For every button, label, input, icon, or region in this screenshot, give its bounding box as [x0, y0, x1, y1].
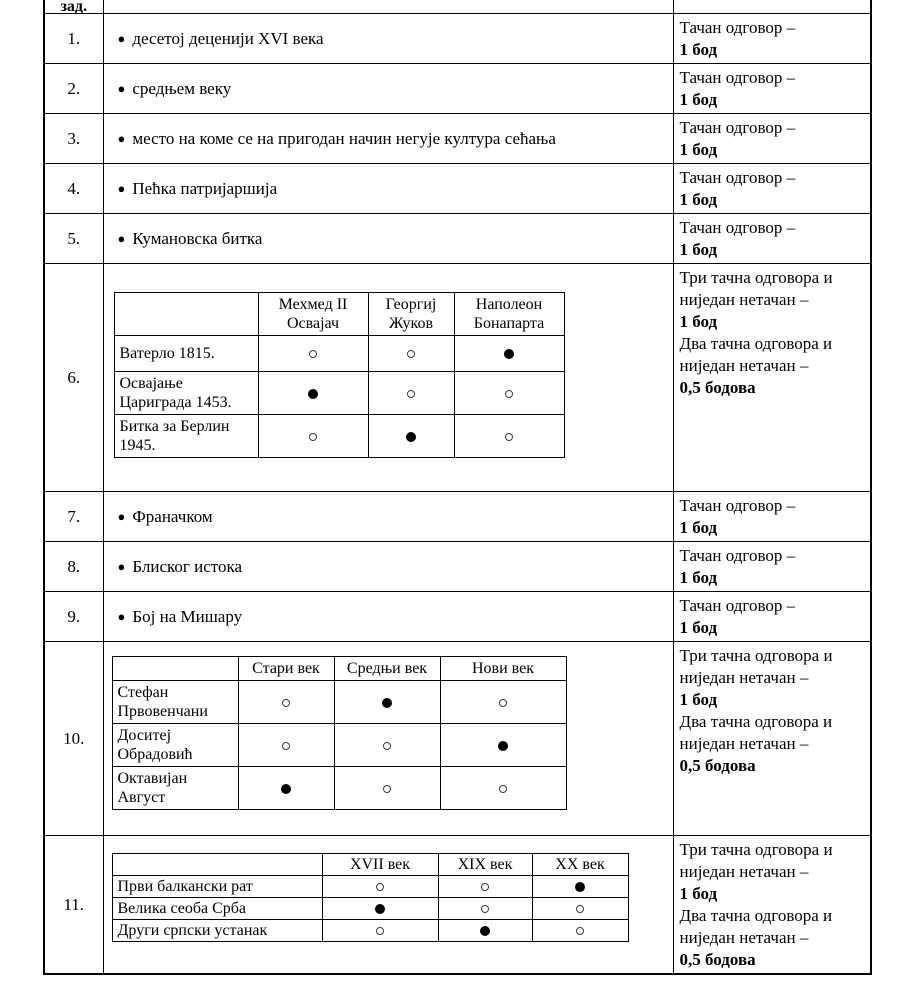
matrix-container	[104, 656, 673, 810]
bullet-icon: ●	[117, 80, 126, 96]
matrix-corner-cell	[112, 657, 238, 681]
matrix-col-header: Мехмед II Освајач	[258, 293, 368, 336]
task-row-3	[44, 114, 871, 164]
task-row-7	[44, 492, 871, 542]
matrix-cell	[438, 920, 532, 942]
matrix-row-label: Други српски устанак	[112, 920, 322, 942]
score-line: Два тачна одговора и ниједан нетачан –	[679, 906, 833, 947]
matrix-cell	[334, 681, 440, 724]
radio-unselected-icon	[481, 883, 489, 891]
points-line: 1 бод	[679, 518, 718, 537]
matrix-row	[114, 372, 564, 415]
points-line: 1 бод	[679, 140, 718, 159]
answer-cell	[103, 264, 673, 492]
matrix-cell	[368, 336, 454, 372]
task-number: 4.	[44, 164, 103, 214]
radio-selected-icon	[382, 698, 392, 708]
matrix-row-label: Велика сеоба Срба	[112, 898, 322, 920]
radio-selected-icon	[406, 432, 416, 442]
answer-cell	[103, 114, 673, 164]
task-column-header-cell	[44, 0, 103, 14]
radio-selected-icon	[575, 882, 585, 892]
matrix-row	[114, 336, 564, 372]
matrix-col-header: XIX век	[438, 854, 532, 876]
task-row-4	[44, 164, 871, 214]
answer-cell	[103, 214, 673, 264]
matrix-row	[112, 876, 628, 898]
radio-unselected-icon	[407, 350, 415, 358]
bullet-icon: ●	[117, 130, 126, 146]
answer-text: Бој на Мишару	[132, 606, 243, 626]
bullet-icon: ●	[117, 558, 126, 574]
score-cell	[673, 14, 871, 64]
task-column-header: зад.	[60, 0, 88, 13]
points-line: 0,5 бодова	[679, 950, 756, 969]
radio-unselected-icon	[309, 433, 317, 441]
matrix-corner-cell	[112, 854, 322, 876]
answer-cell	[103, 836, 673, 975]
matrix-cell	[368, 415, 454, 458]
radio-unselected-icon	[282, 699, 290, 707]
answer-cell	[103, 542, 673, 592]
radio-unselected-icon	[505, 390, 513, 398]
score-line: Два тачна одговора и ниједан нетачан –	[679, 334, 833, 375]
score-cell	[673, 264, 871, 492]
points-line: 1 бод	[679, 618, 718, 637]
score-cell	[673, 164, 871, 214]
matrix-cell	[368, 372, 454, 415]
matrix-cell	[334, 724, 440, 767]
score-line: Тачан одговор –	[679, 596, 796, 615]
points-line: 1 бод	[679, 690, 718, 709]
radio-unselected-icon	[505, 433, 513, 441]
radio-unselected-icon	[376, 883, 384, 891]
matrix-cell	[440, 724, 566, 767]
points-line: 1 бод	[679, 568, 718, 587]
matrix-table	[112, 853, 629, 942]
answer-cell	[103, 164, 673, 214]
matrix-cell	[322, 920, 438, 942]
answer-cell	[103, 64, 673, 114]
score-line: Три тачна одговора и ниједан нетачан –	[679, 268, 833, 309]
matrix-cell	[238, 681, 334, 724]
matrix-cell	[532, 898, 628, 920]
radio-unselected-icon	[282, 742, 290, 750]
radio-selected-icon	[308, 389, 318, 399]
score-cell	[673, 492, 871, 542]
matrix-col-header: Наполеон Бонапарта	[454, 293, 564, 336]
score-cell	[673, 64, 871, 114]
task-row-1	[44, 14, 871, 64]
matrix-cell	[322, 898, 438, 920]
points-line: 0,5 бодова	[679, 756, 756, 775]
answer-text: Кумановска битка	[132, 228, 263, 248]
table-header-row	[44, 0, 871, 14]
matrix-col-header: Средњи век	[334, 657, 440, 681]
points-line: 1 бод	[679, 90, 718, 109]
radio-unselected-icon	[499, 699, 507, 707]
task-number: 2.	[44, 64, 103, 114]
matrix-cell	[238, 724, 334, 767]
matrix-col-header: Стари век	[238, 657, 334, 681]
score-line: Тачан одговор –	[679, 546, 796, 565]
matrix-row	[112, 724, 566, 767]
points-line: 1 бод	[679, 240, 718, 259]
answer-text: Пећка патријаршија	[132, 178, 278, 198]
score-line: Два тачна одговора и ниједан нетачан –	[679, 712, 833, 753]
task-number: 10.	[44, 642, 103, 836]
matrix-container	[104, 853, 673, 942]
matrix-table	[112, 656, 567, 810]
matrix-cell	[258, 336, 368, 372]
score-cell	[673, 214, 871, 264]
answer-cell	[103, 642, 673, 836]
score-cell	[673, 642, 871, 836]
matrix-row-label: Освајање Цариграда 1453.	[114, 372, 258, 415]
radio-unselected-icon	[383, 742, 391, 750]
score-line: Тачан одговор –	[679, 496, 796, 515]
matrix-cell	[440, 681, 566, 724]
task-number: 3.	[44, 114, 103, 164]
radio-unselected-icon	[376, 927, 384, 935]
points-line: 1 бод	[679, 190, 718, 209]
answer-text: десетој деценији XVI века	[132, 28, 324, 48]
points-line: 1 бод	[679, 884, 718, 903]
matrix-row	[112, 898, 628, 920]
task-row-11	[44, 836, 871, 975]
answer-cell	[103, 492, 673, 542]
task-number: 8.	[44, 542, 103, 592]
matrix-cell	[322, 876, 438, 898]
matrix-row-label: Битка за Берлин 1945.	[114, 415, 258, 458]
bullet-icon: ●	[117, 230, 126, 246]
matrix-cell	[440, 767, 566, 810]
points-line: 0,5 бодова	[679, 378, 756, 397]
matrix-cell	[238, 767, 334, 810]
score-line: Тачан одговор –	[679, 168, 796, 187]
task-row-9	[44, 592, 871, 642]
matrix-cell	[438, 898, 532, 920]
matrix-row-label: Доситеј Обрадовић	[112, 724, 238, 767]
radio-unselected-icon	[383, 785, 391, 793]
radio-unselected-icon	[499, 785, 507, 793]
task-number: 7.	[44, 492, 103, 542]
matrix-row-label: Стефан Првовенчани	[112, 681, 238, 724]
radio-unselected-icon	[407, 390, 415, 398]
task-row-2	[44, 64, 871, 114]
score-line: Тачан одговор –	[679, 218, 796, 237]
matrix-table	[114, 292, 565, 458]
matrix-cell	[454, 372, 564, 415]
answer-text: средњем веку	[132, 78, 232, 98]
score-line: Тачан одговор –	[679, 68, 796, 87]
matrix-corner-cell	[114, 293, 258, 336]
matrix-row	[112, 920, 628, 942]
matrix-row	[112, 681, 566, 724]
task-number: 11.	[44, 836, 103, 975]
radio-unselected-icon	[576, 905, 584, 913]
score-line: Три тачна одговора и ниједан нетачан –	[679, 840, 833, 881]
answer-key-table	[43, 0, 872, 975]
score-cell	[673, 542, 871, 592]
task-number: 5.	[44, 214, 103, 264]
matrix-col-header: Нови век	[440, 657, 566, 681]
matrix-row-label: Ватерло 1815.	[114, 336, 258, 372]
matrix-cell	[532, 876, 628, 898]
points-line: 1 бод	[679, 312, 718, 331]
bullet-icon: ●	[117, 30, 126, 46]
task-row-5	[44, 214, 871, 264]
radio-selected-icon	[281, 784, 291, 794]
score-line: Тачан одговор –	[679, 18, 796, 37]
matrix-cell	[454, 415, 564, 458]
radio-selected-icon	[375, 904, 385, 914]
bullet-icon: ●	[117, 180, 126, 196]
matrix-cell	[334, 767, 440, 810]
task-row-6	[44, 264, 871, 492]
radio-unselected-icon	[576, 927, 584, 935]
matrix-col-header: XVII век	[322, 854, 438, 876]
radio-unselected-icon	[481, 905, 489, 913]
bullet-icon: ●	[117, 508, 126, 524]
task-number: 6.	[44, 264, 103, 492]
matrix-cell	[454, 336, 564, 372]
score-cell	[673, 836, 871, 975]
matrix-col-header: XX век	[532, 854, 628, 876]
matrix-cell	[258, 372, 368, 415]
answer-cell	[103, 592, 673, 642]
answer-column-header-cell	[103, 0, 673, 14]
task-number: 1.	[44, 14, 103, 64]
radio-unselected-icon	[309, 350, 317, 358]
matrix-row-label: Октавијан Август	[112, 767, 238, 810]
matrix-container	[104, 292, 673, 458]
answer-text: Франачком	[132, 506, 213, 526]
score-cell	[673, 114, 871, 164]
matrix-row-label: Први балкански рат	[112, 876, 322, 898]
radio-selected-icon	[498, 741, 508, 751]
radio-selected-icon	[504, 349, 514, 359]
matrix-cell	[532, 920, 628, 942]
radio-selected-icon	[480, 926, 490, 936]
matrix-row	[114, 415, 564, 458]
matrix-col-header: Георгиј Жуков	[368, 293, 454, 336]
answer-text: место на коме се на пригодан начин негује култура сећања	[132, 128, 556, 148]
matrix-cell	[438, 876, 532, 898]
score-line: Три тачна одговора и ниједан нетачан –	[679, 646, 833, 687]
score-column-header-cell	[673, 0, 871, 14]
answer-cell	[103, 14, 673, 64]
matrix-row	[112, 767, 566, 810]
task-row-10	[44, 642, 871, 836]
bullet-icon: ●	[117, 608, 126, 624]
score-line: Тачан одговор –	[679, 118, 796, 137]
matrix-cell	[258, 415, 368, 458]
points-line: 1 бод	[679, 40, 718, 59]
task-number: 9.	[44, 592, 103, 642]
answer-text: Блиског истока	[132, 556, 243, 576]
score-cell	[673, 592, 871, 642]
task-row-8	[44, 542, 871, 592]
